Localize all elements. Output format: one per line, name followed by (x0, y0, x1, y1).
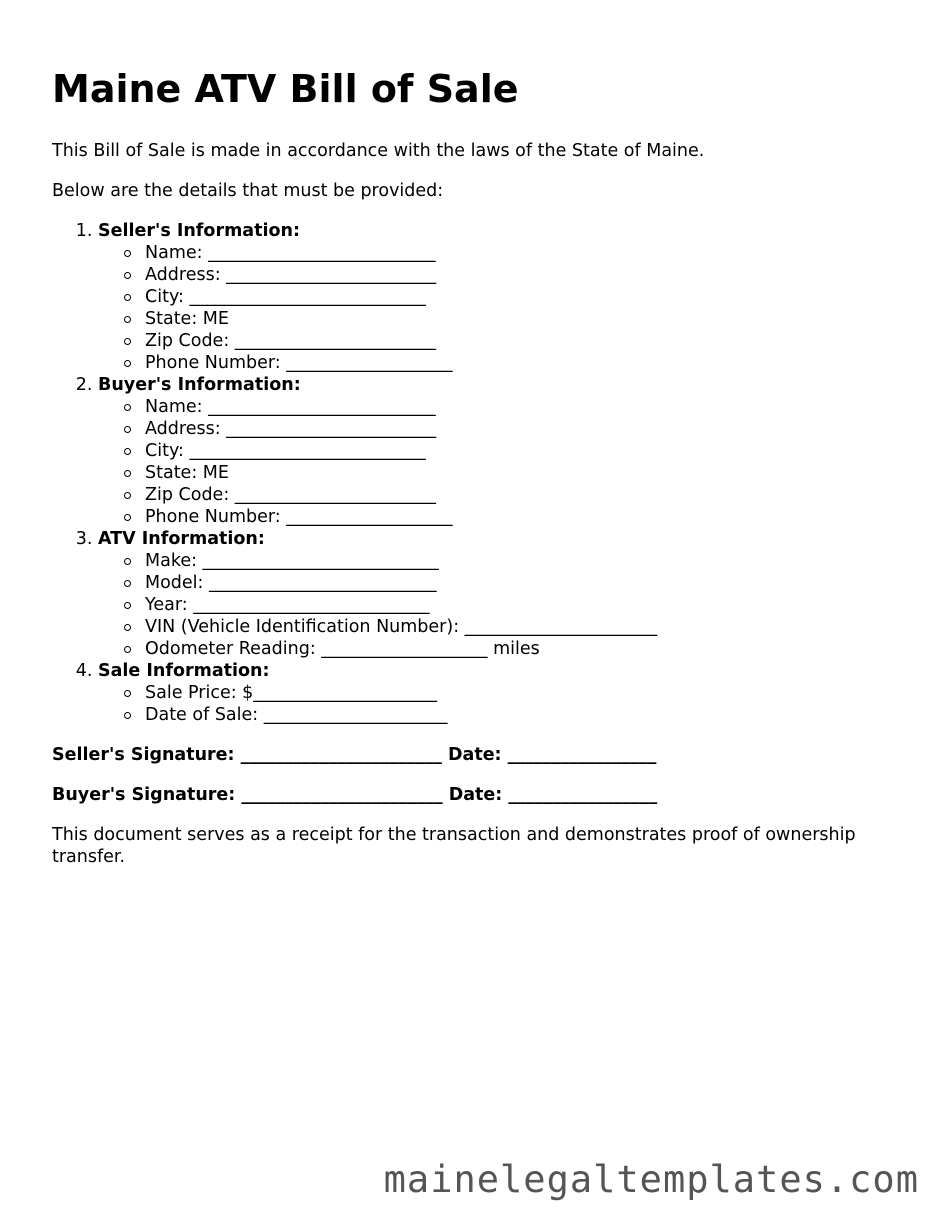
field-item: Name: __________________________ (145, 396, 912, 418)
seller-signature-line: Seller's Signature: _______________________ Date: _________________ (52, 745, 657, 765)
field-item: Address: ________________________ (145, 418, 912, 440)
sections-list (52, 220, 912, 726)
details-intro: Below are the details that must be provided: (52, 181, 444, 201)
field-item: Year: ___________________________ (145, 594, 912, 616)
field-item: Zip Code: _______________________ (145, 484, 912, 506)
field-item: State: ME (145, 462, 912, 484)
document-page (52, 62, 912, 886)
field-list (98, 550, 912, 660)
field-item: Phone Number: ___________________ (145, 352, 912, 374)
field-item: Date of Sale: _____________________ (145, 704, 912, 726)
section-seller (98, 220, 912, 374)
field-item: State: ME (145, 308, 912, 330)
field-item: Model: __________________________ (145, 572, 912, 594)
brand-watermark: mainelegaltemplates.com (383, 1158, 919, 1201)
section-title: ATV Information: (98, 529, 265, 549)
closing-paragraph: This document serves as a receipt for the transaction and demonstrates proof of ownership transfer. (52, 825, 856, 867)
field-list (98, 242, 912, 374)
section-sale (98, 660, 912, 726)
field-item: Sale Price: $_____________________ (145, 682, 912, 704)
field-item: City: ___________________________ (145, 440, 912, 462)
section-atv (98, 528, 912, 660)
section-buyer (98, 374, 912, 528)
field-item: Address: ________________________ (145, 264, 912, 286)
field-item: Phone Number: ___________________ (145, 506, 912, 528)
section-title: Buyer's Information: (98, 375, 301, 395)
section-title: Seller's Information: (98, 221, 300, 241)
field-item: Odometer Reading: ___________________ miles (145, 638, 912, 660)
buyer-signature-line: Buyer's Signature: _______________________ Date: _________________ (52, 785, 658, 805)
page-title: Maine ATV Bill of Sale (52, 67, 519, 111)
field-item: Name: __________________________ (145, 242, 912, 264)
field-item: City: ___________________________ (145, 286, 912, 308)
field-list (98, 396, 912, 528)
intro-paragraph: This Bill of Sale is made in accordance with the laws of the State of Maine. (52, 141, 705, 161)
field-list (98, 682, 912, 726)
field-item: Zip Code: _______________________ (145, 330, 912, 352)
section-title: Sale Information: (98, 661, 270, 681)
field-item: Make: ___________________________ (145, 550, 912, 572)
field-item: VIN (Vehicle Identification Number): ______________________ (145, 616, 912, 638)
